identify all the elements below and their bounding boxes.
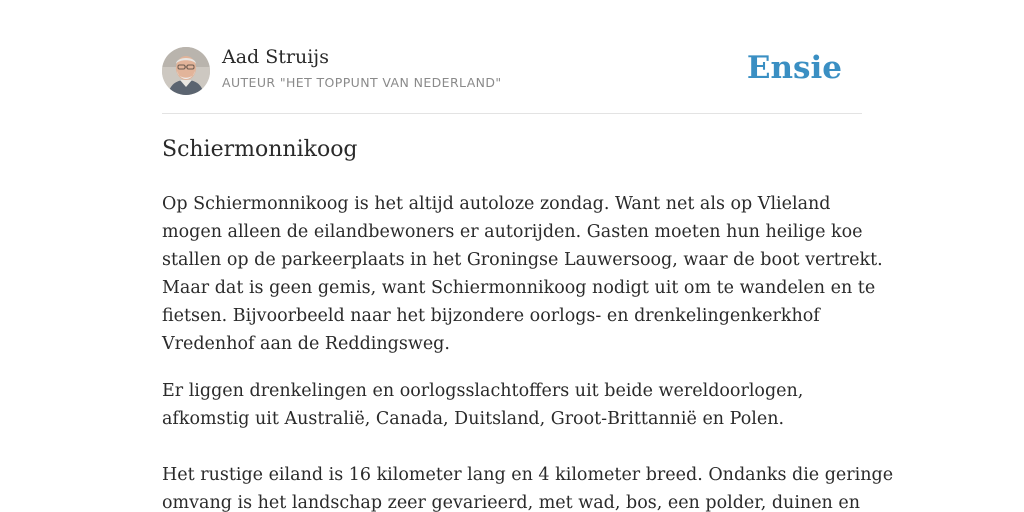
article-paragraph xyxy=(162,190,883,358)
author-role: AUTEUR "HET TOPPUNT VAN NEDERLAND" xyxy=(222,75,502,90)
article-body xyxy=(162,190,894,512)
text-line: Maar dat is geen gemis, want Schiermonnikoog nodigt uit om te wandelen en te xyxy=(162,278,876,298)
article-paragraph xyxy=(162,461,894,512)
text-line: omvang is het landschap zeer gevarieerd, met wad, bos, een polder, duinen en xyxy=(162,493,861,512)
text-line: Vredenhof aan de Reddingsweg. xyxy=(162,334,450,354)
author-header xyxy=(162,46,862,96)
author-name[interactable]: Aad Struijs xyxy=(222,46,329,68)
text-line: Op Schiermonnikoog is het altijd autoloze zondag. Want net als op Vlieland xyxy=(162,194,831,214)
text-line: fietsen. Bijvoorbeeld naar het bijzondere oorlogs- en drenkelingenkerkhof xyxy=(162,306,820,326)
text-line: stallen op de parkeerplaats in het Groningse Lauwersoog, waar de boot vertrekt. xyxy=(162,250,883,270)
text-line: Er liggen drenkelingen en oorlogsslachtoffers uit beide wereldoorlogen, xyxy=(162,381,804,401)
ensie-logo-link[interactable]: Ensie xyxy=(746,50,842,86)
paragraph-gap xyxy=(162,433,862,461)
paragraph-gap xyxy=(162,358,862,377)
header-divider xyxy=(162,113,862,114)
text-line: Het rustige eiland is 16 kilometer lang en 4 kilometer breed. Ondanks die geringe xyxy=(162,465,894,485)
author-avatar-image xyxy=(162,47,210,95)
text-line: mogen alleen de eilandbewoners er autorijden. Gasten moeten hun heilige koe xyxy=(162,222,863,242)
article-title: Schiermonnikoog xyxy=(162,137,358,162)
text-line: afkomstig uit Australië, Canada, Duitsland, Groot-Brittannië en Polen. xyxy=(162,409,785,429)
article-paragraph xyxy=(162,377,862,433)
author-avatar[interactable] xyxy=(162,47,210,95)
